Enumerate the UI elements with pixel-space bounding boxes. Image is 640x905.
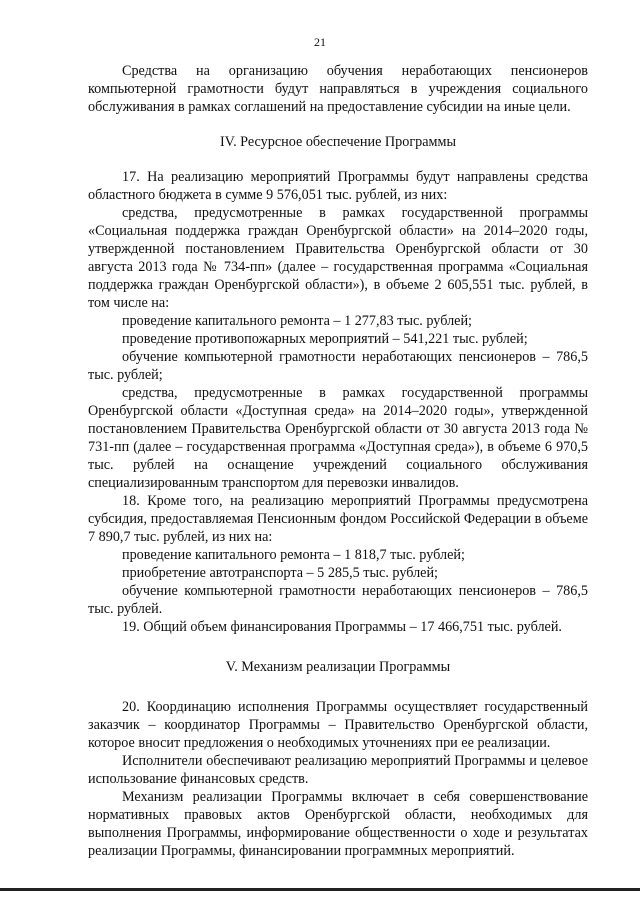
paragraph-funding-training: Средства на организацию обучения неработающих пенсионеров компьютерной грамотности будут направляться в учреждения социального обслуживания в рамках соглашений на предоставление субсидии на иные цели. (88, 63, 588, 115)
page-content (88, 62, 588, 860)
section-heading-mechanism: V. Механизм реализации Программы (225, 659, 451, 675)
paragraph-18: 18. Кроме того, на реализацию мероприятий Программы предусмотрена субсидия, предоставляемая Пенсионным фондом Российской Федерации в объеме 7 890,7 тыс. рублей, из них на: (88, 493, 588, 545)
paragraph-17: 17. На реализацию мероприятий Программы будут направлены средства областного бюджета в сумме 9 576,051 тыс. рублей, из них: (88, 169, 588, 203)
paragraph-17-social-support: средства, предусмотренные в рамках государственной программы «Социальная поддержка граждан Оренбургской области» на 2014–2020 годы, утвержденной постановлением Правительства Оренбургской области от 30 августа 2013 года № 734-пп» (далее – государственная программа «Социальная поддержка граждан Оренбургской области»), в объеме 2 605,551 тыс. рублей, в том числе на: (88, 205, 588, 311)
paragraph-20: 20. Координацию исполнения Программы осуществляет государственный заказчик – координатор Программы – Правительство Оренбургской области, которое вносит предложения о необходимых уточнениях при ее реализации. (88, 699, 588, 751)
page-number: 21 (314, 35, 326, 49)
paragraph-17-accessible-environment: средства, предусмотренные в рамках государственной программы Оренбургской области «Доступная среда» на 2014–2020 годы», утвержденной постановлением Правительства Оренбургской области от 30 августа 2013 года № 731-пп (далее – государственная программа «Доступная среда»), в объеме 6 970,5 тыс. рублей на оснащение учреждений социального обслуживания специализированным транспортом для перевозки инвалидов. (88, 385, 588, 491)
paragraph-18-computer-literacy: обучение компьютерной грамотности неработающих пенсионеров – 786,5 тыс. рублей. (88, 583, 588, 617)
paragraph-17-fire-safety: проведение противопожарных мероприятий – 541,221 тыс. рублей; (122, 331, 528, 347)
paragraph-19: 19. Общий объем финансирования Программы – 17 466,751 тыс. рублей. (122, 619, 562, 635)
paragraph-18-vehicles: приобретение автотранспорта – 5 285,5 тыс. рублей; (122, 565, 438, 581)
bottom-scan-edge (0, 888, 640, 891)
section-heading-resources: IV. Ресурсное обеспечение Программы (219, 134, 457, 150)
paragraph-18-repair: проведение капитального ремонта – 1 818,7 тыс. рублей; (122, 547, 465, 563)
paragraph-17-repair: проведение капитального ремонта – 1 277,83 тыс. рублей; (122, 313, 472, 329)
paragraph-17-computer-literacy: обучение компьютерной грамотности неработающих пенсионеров – 786,5 тыс. рублей; (88, 349, 588, 383)
paragraph-20-mechanism: Механизм реализации Программы включает в себя совершенствование нормативных правовых актов Оренбургской области, необходимых для выполнения Программы, информирование общественности о ходе и результатах реализации Программы, финансировании программных мероприятий. (88, 789, 588, 859)
paragraph-20-executors: Исполнители обеспечивают реализацию мероприятий Программы и целевое использование финансовых средств. (88, 753, 588, 787)
